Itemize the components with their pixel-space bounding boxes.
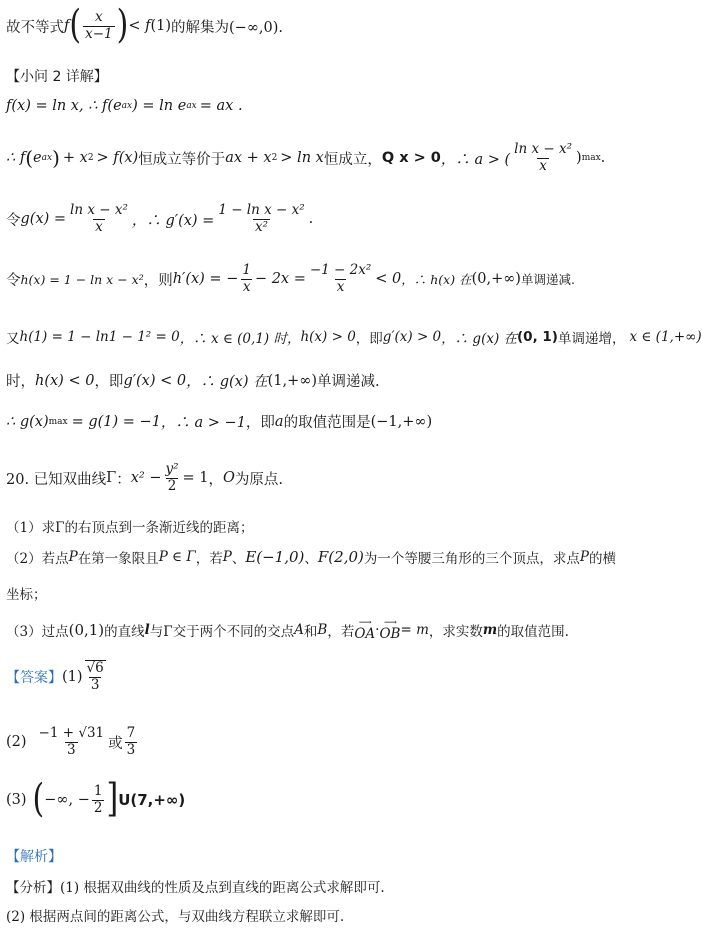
paren-right: ) (52, 146, 60, 171)
text: (1) (62, 668, 83, 685)
math-text: P (579, 549, 589, 565)
text: 的取值范围是 (283, 415, 371, 431)
math-f: f (64, 18, 70, 35)
paren-left: ( (32, 776, 45, 823)
math-text: (0,1) (68, 621, 105, 640)
math-text: ax + x (225, 150, 272, 167)
fraction (68, 203, 130, 235)
math-text: h(x) < 0 (35, 372, 95, 389)
question-20 (6, 462, 655, 494)
math-text: < 0 (375, 271, 402, 288)
analysis-line-2 (6, 905, 655, 925)
math-text: = g(1) = −1 (71, 413, 161, 430)
numerator: ln x − x² (514, 141, 573, 157)
math-text: = m (400, 622, 429, 639)
analysis-line-1 (6, 876, 655, 896)
text: 令 (6, 212, 21, 229)
fraction (92, 784, 105, 816)
math-line-9 (6, 411, 655, 432)
text: 恒成立等价于 (138, 151, 226, 168)
math-text: f(x) = ln x, ∴ f(e (6, 98, 122, 114)
answer-1 (6, 660, 655, 693)
text: （3）过点 (6, 624, 69, 641)
math-text: x² − (130, 470, 162, 487)
denominator: x (539, 157, 547, 174)
math-text: ) = ln e (132, 98, 187, 114)
text: ，若 (195, 551, 223, 567)
text: ，若 (327, 624, 355, 641)
math-text: ，∴ h(x) 在 (401, 272, 472, 288)
paren-left: ( (25, 146, 34, 171)
text: ， (208, 471, 224, 488)
numerator: −1 − 2x² (309, 262, 372, 278)
text: (3) (6, 792, 27, 809)
math-text: (−1,+∞) (370, 413, 433, 430)
text: (1) 根据双曲线的性质及点到直线的距离公式求解即可. (60, 880, 385, 896)
denominator: 3 (126, 741, 136, 758)
math-text: OA (354, 626, 376, 642)
text: 和 (303, 624, 318, 641)
text: ，求实数 (428, 624, 483, 641)
math-text: P (222, 549, 232, 565)
subscript: max (48, 416, 68, 427)
text: 的解集为(−∞,0). (171, 19, 284, 36)
denominator: 3 (90, 676, 100, 693)
math-text: ) (576, 150, 582, 167)
denominator: 3 (67, 741, 76, 758)
math-text: l (144, 622, 150, 639)
text: 坐标； (6, 587, 47, 603)
numerator: y² (165, 461, 179, 477)
math-text: > ln x (280, 150, 324, 167)
math-text: ∴ f (6, 150, 26, 167)
text: 故不等式 (6, 19, 64, 36)
text: 又 (6, 331, 20, 347)
subscript: max (581, 153, 601, 164)
fraction (216, 203, 306, 235)
math-text: x ∈ (1,+∞) (629, 329, 702, 345)
question-part-2 (6, 547, 655, 567)
denominator: x (95, 218, 103, 235)
numerator: −1 + √31 (38, 725, 105, 741)
text: 或 (108, 735, 123, 752)
math-text: e (33, 150, 42, 167)
math-text: O (223, 470, 235, 487)
math-line-8 (6, 370, 655, 391)
numerator: ln x − x² (70, 202, 128, 218)
math-text: ，∴ a > ( (440, 151, 511, 168)
text: . (600, 150, 606, 167)
fraction (308, 263, 373, 295)
math-text: h(x) > 0 (300, 329, 356, 345)
math-text: OB (379, 626, 401, 642)
superscript: ax (121, 101, 133, 111)
numerator: x (95, 9, 103, 25)
text: 、 (231, 551, 246, 567)
math-text: h(x) = 1 − ln x − x² (20, 271, 144, 287)
fraction (83, 10, 115, 42)
math-text: = ax . (199, 98, 243, 114)
math-text: g(x) = (20, 211, 67, 228)
math-text: (1,+∞) (267, 372, 317, 389)
bracket-right: ] (106, 776, 119, 823)
superscript: 2 (87, 153, 94, 164)
fraction (85, 660, 106, 693)
text: 时， (6, 374, 35, 390)
text: ，即 (245, 415, 275, 431)
math-text: − 2x = (254, 271, 306, 288)
denominator: x−1 (85, 25, 113, 42)
answer-3 (6, 776, 655, 823)
denominator: 2 (167, 477, 177, 494)
denominator: x (336, 278, 345, 295)
math-line-3 (6, 98, 655, 114)
math-text: U(7,+∞) (118, 791, 186, 810)
math-text: P (68, 549, 78, 565)
math-text: (1) (150, 18, 172, 35)
numerator: 1 − ln x − x² (218, 202, 305, 218)
math-text: · (375, 622, 380, 639)
text: （2）若点 (6, 551, 69, 567)
text: ，即 (94, 374, 124, 390)
text: 的横 (588, 551, 616, 567)
text: 与Γ交于两个不同的交点 (149, 624, 295, 641)
question-part-2-cont (6, 583, 655, 603)
math-text: Γ (106, 470, 117, 487)
text: 20. 已知双曲线 (6, 471, 107, 488)
math-text: a (274, 413, 284, 430)
vector-arrow: ⟶ (358, 618, 371, 628)
text: 单调递减. (317, 374, 380, 390)
text: 的取值范围. (497, 624, 569, 641)
math-text: −∞, − (44, 792, 90, 809)
text: (2) 根据两点间的距离公式，与双曲线方程联立求解即可. (6, 909, 345, 925)
conclusion-line (6, 2, 655, 49)
math-text: ，∴ g(x) 在 (186, 374, 268, 390)
text: ： (116, 471, 131, 488)
denominator: x (242, 278, 251, 295)
math-text: E(−1,0) (245, 548, 305, 566)
numerator: 1 (93, 783, 103, 799)
math-text: ，∴ g(x) 在 (441, 331, 518, 347)
text: 为一个等腰三角形的三个顶点，求点 (363, 551, 580, 567)
math-line-6 (6, 263, 655, 295)
fraction (512, 142, 574, 174)
text: (2) (6, 734, 27, 751)
superscript: ax (186, 101, 197, 111)
answer-2 (6, 726, 655, 758)
analysis-sub-tag: 【分析】 (6, 880, 60, 896)
math-text: = 1 (182, 470, 209, 487)
analysis-header (6, 846, 655, 866)
math-text: (x) (118, 150, 139, 167)
numerator: 7 (126, 725, 136, 741)
math-text: Q x > 0 (381, 150, 441, 167)
math-text: ，∴ a > −1 (160, 415, 246, 431)
math-text: + x (62, 150, 88, 167)
text: 为原点. (234, 471, 284, 488)
math-text: ∴ g(x) (6, 413, 49, 430)
math-line-7 (6, 327, 702, 347)
text: 恒成立， (323, 151, 382, 168)
math-text: A (294, 622, 304, 639)
math-text: ，∴ x ∈ (0,1) 时， (179, 331, 301, 347)
numerator: √6 (86, 660, 104, 676)
vector-oa (354, 619, 375, 642)
math-text: (0, 1) (517, 329, 558, 345)
vector-arrow: ⟶ (384, 618, 396, 628)
math-text: h(1) = 1 − ln1 − 1² = 0 (19, 329, 180, 345)
fraction (163, 462, 180, 494)
math-text: m (482, 622, 498, 639)
superscript: ax (41, 153, 53, 164)
math-text: F(2,0) (317, 548, 364, 566)
text: ，即 (355, 331, 383, 347)
math-text: (0,+∞) (471, 271, 521, 288)
denominator: x² (254, 218, 268, 235)
paren-right: ) (116, 2, 129, 49)
paren-left: ( (69, 2, 82, 49)
fraction (240, 263, 253, 295)
math-text: < f (128, 18, 151, 35)
text: 单调递减. (520, 272, 575, 288)
math-line-5 (6, 203, 655, 235)
answer-tag: 【答案】 (6, 669, 62, 686)
section-header-sub2 (6, 66, 655, 86)
fraction (125, 726, 138, 758)
vector-ob (379, 619, 400, 642)
text: 的直线 (104, 624, 145, 641)
math-text: ，∴ g′(x) = (131, 212, 215, 229)
text: 、 (304, 551, 318, 567)
text: （1）求Γ的右顶点到一条渐近线的距离； (6, 520, 254, 536)
question-part-3 (6, 619, 655, 642)
math-text: g′(x) < 0 (123, 372, 187, 389)
math-text: > f (96, 150, 119, 167)
math-text: g′(x) > 0 (382, 329, 442, 345)
text: 令 (6, 272, 21, 289)
text: 在第一象限且 (77, 551, 159, 567)
text: ，则 (143, 272, 173, 289)
text: 【小问 2 详解】 (6, 69, 108, 85)
analysis-tag: 【解析】 (6, 849, 62, 865)
text: 单调递增， (557, 331, 626, 347)
fraction (37, 726, 107, 758)
math-text: B (317, 622, 328, 639)
denominator: 2 (93, 799, 103, 816)
question-part-1 (6, 516, 655, 536)
math-line-4: ∴ f ( e ax ) + x 2 > f (x) 恒成立等价于 ax + x 2 > ln x 恒成立， Q x > 0 ，∴ a > ( $\frac{\text{ln x − x²}}{x}$ ) max . (6, 141, 606, 174)
math-text: h′(x) = − (172, 271, 239, 288)
numerator: 1 (242, 262, 251, 278)
text: . (308, 211, 314, 228)
math-text: P ∈ Γ (158, 549, 196, 565)
